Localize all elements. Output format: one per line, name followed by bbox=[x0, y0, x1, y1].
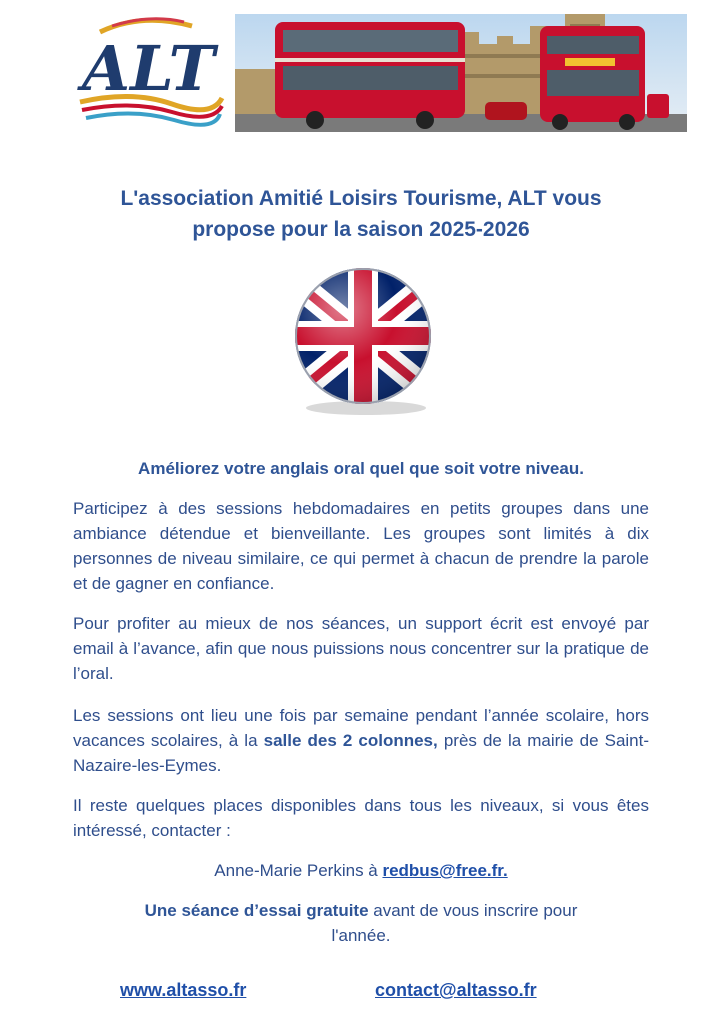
paragraph-availability: Il reste quelques places disponibles dans tous les niveaux, si vous êtes intéressé, contacter : bbox=[73, 796, 649, 840]
paragraph-sessions: Participez à des sessions hebdomadaires en petits groupes dans une ambiance détendue et bienveillante. Les groupes sont limités à dix personnes de niveau similaire, ce qui permet à chacun de prendre la parole et de gagner en confiance. bbox=[73, 499, 649, 593]
tagline: Améliorez votre anglais oral quel que soit votre niveau. bbox=[138, 459, 584, 478]
title-line-2: propose pour la saison 2025-2026 bbox=[192, 218, 530, 241]
title-line-1: L'association Amitié Loisirs Tourisme, ALT vous bbox=[120, 187, 602, 210]
location-venue: salle des 2 colonnes, bbox=[263, 731, 438, 750]
contact-email-link[interactable]: redbus@free.fr. bbox=[382, 861, 508, 880]
footer-email-link[interactable]: contact@altasso.fr bbox=[375, 980, 537, 1000]
trial-rest-1: avant de vous inscrire pour bbox=[368, 901, 578, 920]
logo-text: ALT bbox=[82, 32, 215, 105]
contact-line bbox=[73, 858, 649, 883]
contact-name: Anne-Marie Perkins à bbox=[214, 861, 383, 880]
page-title bbox=[60, 183, 662, 245]
trial-rest-2: l'année. bbox=[331, 926, 391, 945]
paragraph-support: Pour profiter au mieux de nos séances, un support écrit est envoyé par email à l’avance, afin que nous puissions nous concentrer sur la pratique de l’oral. bbox=[73, 614, 649, 683]
trial-session-text bbox=[73, 898, 649, 948]
uk-flag-icon bbox=[278, 268, 448, 418]
location-text-before: Les sessions ont lieu une fois par semaine pendant l’année scolaire, hors vacances scolaires, à la bbox=[73, 706, 649, 750]
location-text-after: près de la mairie de Saint-Nazaire-les-Eymes. bbox=[73, 731, 650, 775]
trial-highlight: Une séance d’essai gratuite bbox=[144, 901, 369, 920]
paragraph-location bbox=[73, 703, 649, 778]
london-buses-photo bbox=[235, 14, 687, 132]
alt-logo bbox=[72, 12, 232, 127]
website-link[interactable]: www.altasso.fr bbox=[120, 980, 247, 1000]
